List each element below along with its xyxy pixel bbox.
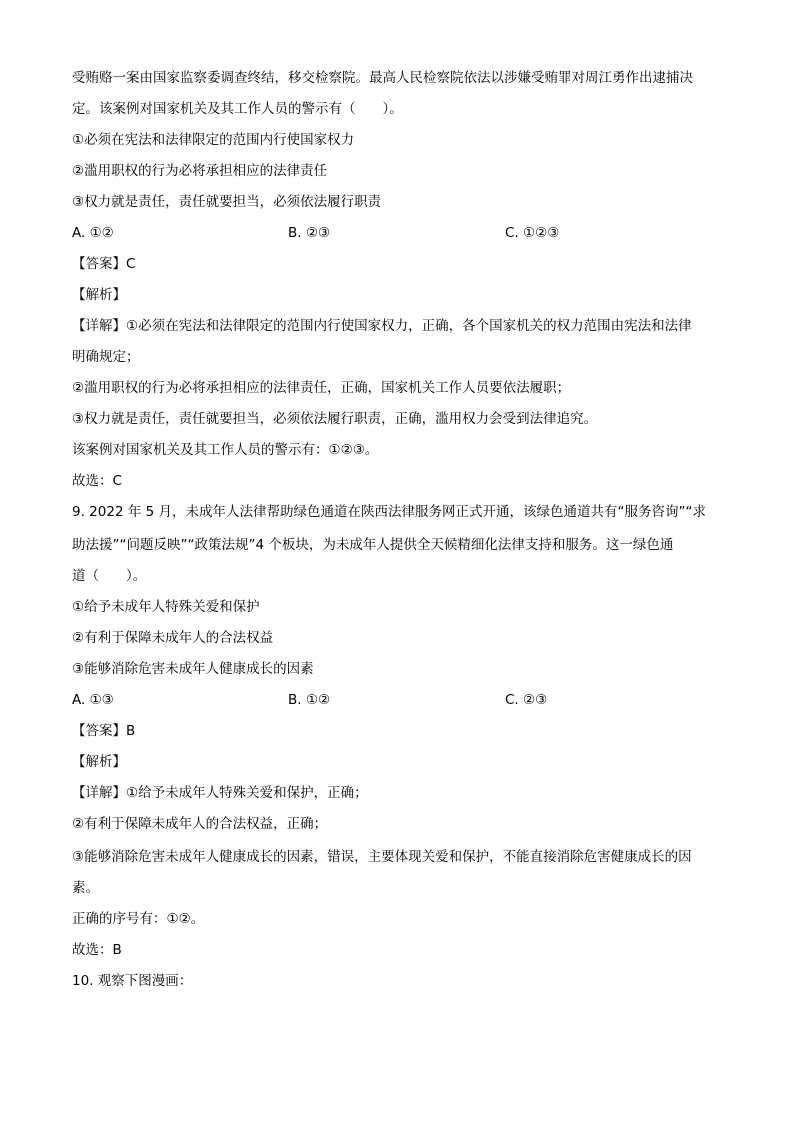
q8-detail-line3: ②滥用职权的行为必将承担相应的法律责任，正确，国家机关工作人员要依法履职； <box>72 380 571 396</box>
q8-option-c: C. ①②③ <box>505 225 560 241</box>
q9-analysis-heading: 【解析】 <box>72 754 126 770</box>
q8-option-a: A. ①② <box>72 225 114 241</box>
q9-detail-line5: 正确的序号有：①②。 <box>72 911 205 927</box>
q9-detail-line3: ③能够消除危害未成年人健康成长的因素，错误，主要体现关爱和保护，不能直接消除危害健康成长的因 <box>72 849 692 865</box>
q9-stem-line3: 道（ ）。 <box>72 568 147 584</box>
q9-detail-line4: 素。 <box>72 880 99 896</box>
q9-stem-line1: 9. 2022 年 5 月，未成年人法律帮助绿色通道在陕西法律服务网正式开通，该绿色通道共有“服务咨询”“求 <box>72 504 706 520</box>
q8-statement-3: ③权力就是责任，责任就要担当，必须依法履行职责 <box>72 194 382 210</box>
q8-choice: 故选：C <box>72 473 122 489</box>
q9-detail-line2: ②有利于保障未成年人的合法权益，正确； <box>72 816 328 832</box>
q9-option-b: B. ①② <box>288 692 331 708</box>
q8-stem-line1: 受贿赂一案由国家监察委调查终结，移交检察院。最高人民检察院依法以涉嫌受贿罪对周江勇作出逮捕决 <box>72 70 693 86</box>
q9-detail-line1: 【详解】①给予未成年人特殊关爱和保护，正确； <box>72 785 368 801</box>
q8-detail-line1: 【详解】①必须在宪法和法律限定的范围内行使国家权力，正确，各个国家机关的权力范围由宪法和法律 <box>72 318 692 334</box>
q9-choice: 故选：B <box>72 942 122 958</box>
q8-detail-line2: 明确规定； <box>72 349 140 365</box>
q9-option-a: A. ①③ <box>72 692 114 708</box>
q10-stem: 10. 观察下图漫画： <box>72 973 193 989</box>
q8-statement-2: ②滥用职权的行为必将承担相应的法律责任 <box>72 163 328 179</box>
q8-detail-line4: ③权力就是责任，责任就要担当，必须依法履行职责，正确，滥用权力会受到法律追究。 <box>72 411 598 427</box>
q8-statement-1: ①必须在宪法和法律限定的范围内行使国家权力 <box>72 132 355 148</box>
q8-stem-line2: 定。该案例对国家机关及其工作人员的警示有（ ）。 <box>72 101 403 117</box>
q8-detail-line5: 该案例对国家机关及其工作人员的警示有：①②③。 <box>72 442 379 458</box>
q9-stem-line2: 助法援”“问题反映”“政策法规”4 个板块，为未成年人提供全天候精细化法律支持和服务。这一绿色通 <box>72 537 674 553</box>
q9-answer: 【答案】B <box>72 723 136 739</box>
q8-option-b: B. ②③ <box>288 225 331 241</box>
q9-statement-3: ③能够消除危害未成年人健康成长的因素 <box>72 661 314 677</box>
q9-statement-1: ①给予未成年人特殊关爱和保护 <box>72 599 260 615</box>
q9-statement-2: ②有利于保障未成年人的合法权益 <box>72 630 274 646</box>
q8-answer: 【答案】C <box>72 256 136 272</box>
q9-option-c: C. ②③ <box>505 692 548 708</box>
q8-analysis-heading: 【解析】 <box>72 287 126 303</box>
